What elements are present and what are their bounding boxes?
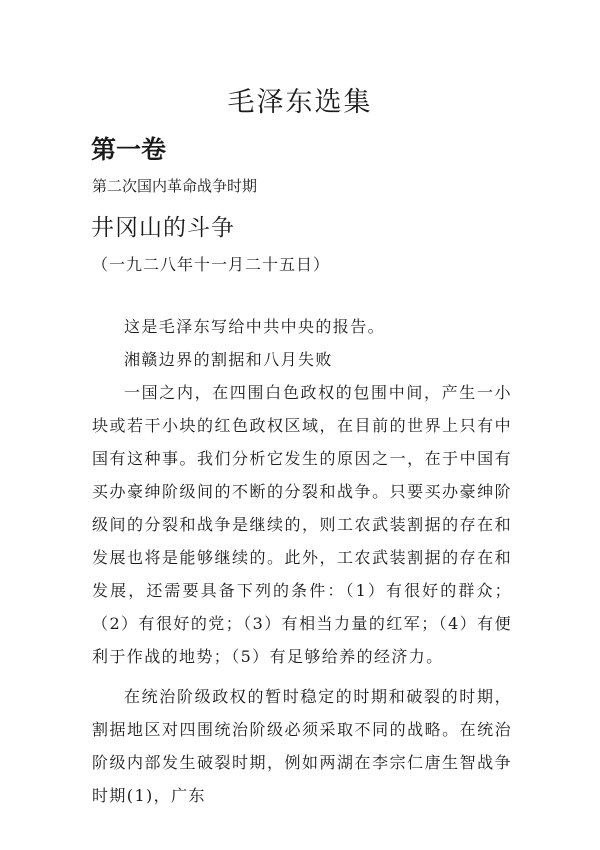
article-body xyxy=(92,310,512,812)
volume-heading: 第一卷 xyxy=(91,135,167,164)
paragraph-note: 这是毛泽东写给中共中央的报告。 xyxy=(124,317,386,336)
book-title: 毛泽东选集 xyxy=(227,87,373,118)
section-heading: 湘赣边界的割据和八月失败 xyxy=(124,350,333,369)
article-date: （一九二八年十一月二十五日） xyxy=(92,255,331,274)
paragraph: 在统治阶级政权的暂时稳定的时期和破裂的时期，割据地区对四围统治阶级必须采取不同的战略。在统治阶级内部发生破裂时期，例如两湖在李宗仁唐生智战争时期(1)，广东 xyxy=(92,687,512,805)
article-title: 井冈山的斗争 xyxy=(91,215,235,241)
paragraph: 一国之内，在四围白色政权的包围中间，产生一小块或若干小块的红色政权区域，在目前的世界上只有中国有这种事。我们分析它发生的原因之一，在于中国有买办豪绅阶级间的不断的分裂和战争。只要买办豪绅阶级间的分裂和战争是继续的，则工农武装割据的存在和发展也将是能够继续的。此外，工农武装割据的存在和发展，还需要具备下列的条件：（1）有很好的群众；（2）有很好的党；（3）有相当力量的红军；（4）有便利于作战的地势；（5）有足够给养的经济力。 xyxy=(92,383,512,666)
period-subheading: 第二次国内革命战争时期 xyxy=(92,177,258,195)
